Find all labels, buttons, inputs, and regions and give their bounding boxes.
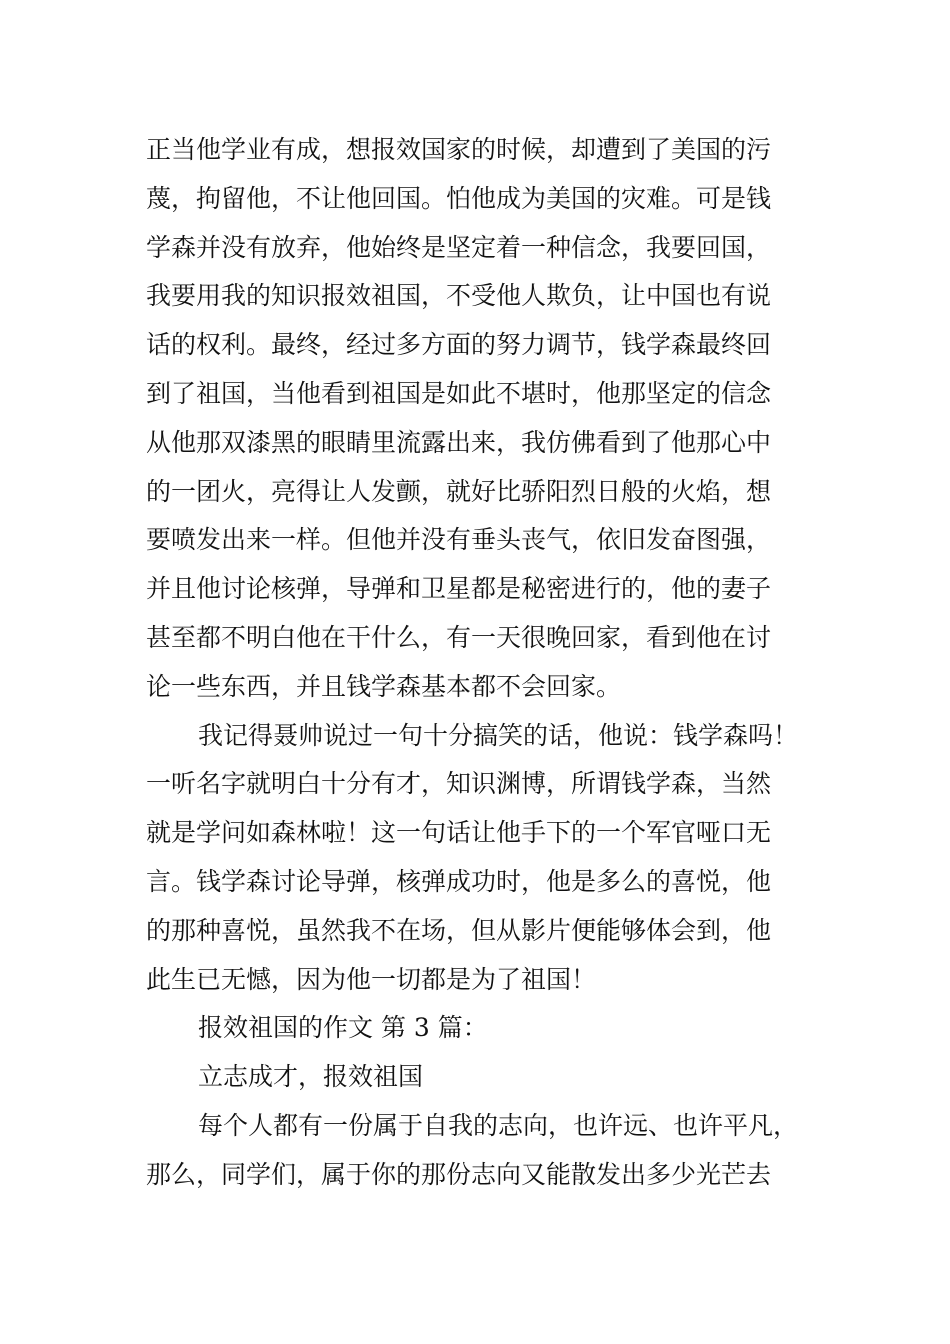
paragraph-start-line: 每个人都有一份属于自我的志向，也许远、也许平凡， <box>198 1110 799 1140</box>
text-line: 正当他学业有成，想报效国家的时候，却遭到了美国的污 <box>146 135 772 164</box>
text-line: 我要用我的知识报效祖国，不受他人欺负，让中国也有说 <box>146 281 772 311</box>
text-line: 学森并没有放弃，他始终是坚定着一种信念，我要回国， <box>146 232 772 262</box>
text-line: 言。钱学森讨论导弹，核弹成功时，他是多么的喜悦，他 <box>146 866 772 896</box>
text-line: 要喷发出来一样。但他并没有垂头丧气，依旧发奋图强， <box>146 525 772 555</box>
text-line: 就是学问如森林啦！这一句话让他手下的一个军官哑口无 <box>146 818 772 848</box>
paragraph-start-line: 我记得聂帅说过一句十分搞笑的话，他说：钱学森吗！ <box>198 720 799 750</box>
text-line: 的一团火，亮得让人发颤，就好比骄阳烈日般的火焰，想 <box>146 476 772 506</box>
text-line: 从他那双漆黑的眼睛里流露出来，我仿佛看到了他那心中 <box>146 427 772 457</box>
text-line: 并且他讨论核弹，导弹和卫星都是秘密进行的，他的妻子 <box>146 574 772 604</box>
section-heading: 报效祖国的作文 第 3 篇： <box>198 1013 488 1043</box>
text-line: 一听名字就明白十分有才，知识渊博，所谓钱学森，当然 <box>146 769 772 799</box>
text-line: 蔑，拘留他，不让他回国。怕他成为美国的灾难。可是钱 <box>146 183 772 213</box>
text-line: 那么，同学们，属于你的那份志向又能散发出多少光芒去 <box>146 1159 772 1189</box>
text-line: 此生已无憾，因为他一切都是为了祖国！ <box>146 964 597 994</box>
text-line: 论一些东西，并且钱学森基本都不会回家。 <box>146 671 622 701</box>
text-line: 甚至都不明白他在干什么，有一天很晚回家，看到他在讨 <box>146 622 772 652</box>
text-line: 到了祖国，当他看到祖国是如此不堪时，他那坚定的信念 <box>146 378 772 408</box>
text-line: 的那种喜悦，虽然我不在场，但从影片便能够体会到，他 <box>146 915 772 945</box>
text-line: 话的权利。最终，经过多方面的努力调节，钱学森最终回 <box>146 330 772 360</box>
essay-title: 立志成才，报效祖国 <box>198 1062 424 1092</box>
article-body <box>146 126 846 1200</box>
